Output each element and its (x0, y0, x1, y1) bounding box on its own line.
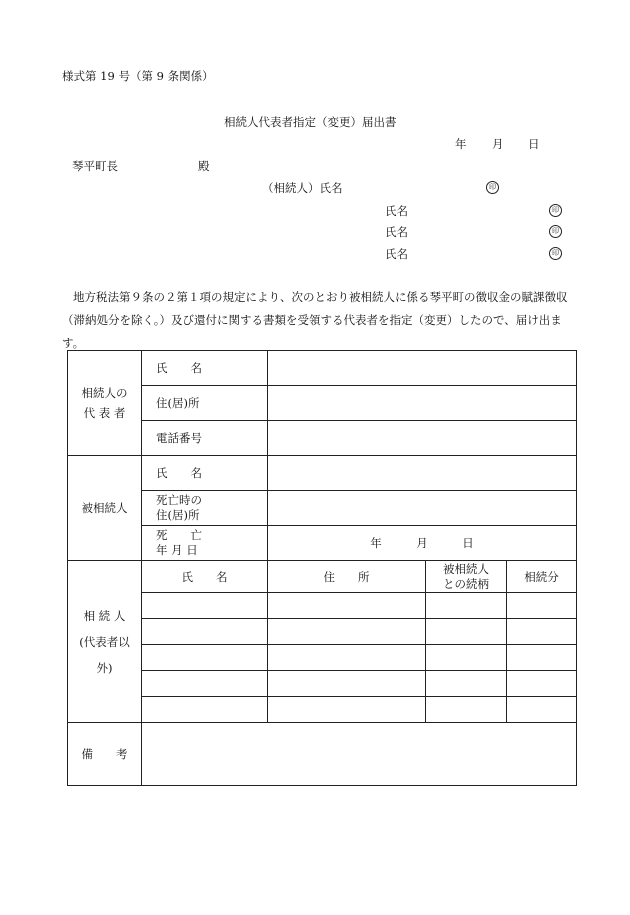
table-row (68, 697, 577, 723)
heir-name-cell[interactable] (142, 619, 268, 645)
seal-mark: 印 (549, 247, 562, 260)
heir-relation-cell[interactable] (426, 671, 507, 697)
rep-phone-field[interactable] (268, 421, 577, 456)
addressee: 琴平町長 (72, 159, 118, 173)
seal-mark: 印 (549, 204, 562, 217)
heir-share-cell[interactable] (507, 619, 577, 645)
rep-name-field[interactable] (268, 351, 577, 386)
document-title: 相続人代表者指定（変更）届出書 (224, 115, 397, 129)
heirs-col-relation: 被相続人 との続柄 (426, 561, 507, 593)
seal-mark: 印 (486, 181, 499, 194)
heir-name-cell[interactable] (142, 645, 268, 671)
name-label-3: 氏名 (385, 247, 408, 261)
dec-name-field[interactable] (268, 456, 577, 491)
rep-phone-label: 電話番号 (142, 421, 268, 456)
heir-share-cell[interactable] (507, 645, 577, 671)
heir-relation-cell[interactable] (426, 645, 507, 671)
heirs-col-name: 氏 名 (142, 561, 268, 593)
date-year-label: 年 (455, 137, 467, 151)
rep-address-field[interactable] (268, 386, 577, 421)
heir-address-cell[interactable] (268, 645, 426, 671)
seal-mark: 印 (549, 225, 562, 238)
name-label-1: 氏名 (385, 204, 408, 218)
form-table (67, 350, 577, 786)
dec-name-label: 氏 名 (142, 456, 268, 491)
honorific: 殿 (198, 159, 210, 173)
heir-relation-cell[interactable] (426, 619, 507, 645)
table-row (68, 671, 577, 697)
heir-address-cell[interactable] (268, 593, 426, 619)
rep-group-label: 相続人の 代 表 者 (68, 351, 142, 456)
dec-death-date-label: 死 亡 年 月 日 (142, 526, 268, 561)
heirs-col-share: 相続分 (507, 561, 577, 593)
table-row (68, 645, 577, 671)
heir-name-cell[interactable] (142, 697, 268, 723)
heir-share-cell[interactable] (507, 697, 577, 723)
applicant-name-label: （相続人）氏名 (262, 181, 343, 195)
dec-address-field[interactable] (268, 491, 577, 526)
date-month-label: 月 (492, 137, 504, 151)
remarks-field[interactable] (142, 723, 577, 786)
heir-address-cell[interactable] (268, 697, 426, 723)
table-row (68, 619, 577, 645)
heir-name-cell[interactable] (142, 671, 268, 697)
body-text: 地方税法第９条の２第１項の規定により、次のとおり被相続人に係る琴平町の徴収金の賦課徴収（滞納処分を除く。）及び還付に関する書類を受領する代表者を指定（変更）したので、届け出ます。 (62, 290, 568, 350)
rep-address-label: 住(居)所 (142, 386, 268, 421)
dec-address-label: 死亡時の 住(居)所 (142, 491, 268, 526)
rep-name-label: 氏 名 (142, 351, 268, 386)
heir-name-cell[interactable] (142, 593, 268, 619)
remarks-label: 備 考 (68, 723, 142, 786)
date-day-label: 日 (528, 137, 540, 151)
heir-share-cell[interactable] (507, 593, 577, 619)
form-number: 様式第 19 号（第 9 条関係） (62, 69, 214, 83)
heir-relation-cell[interactable] (426, 593, 507, 619)
table-row (68, 593, 577, 619)
dec-death-date-field[interactable]: 年 月 日 (268, 526, 577, 561)
heir-share-cell[interactable] (507, 671, 577, 697)
heirs-group-label: 相 続 人 (代表者以 外) (68, 561, 142, 723)
name-label-2: 氏名 (385, 225, 408, 239)
heir-address-cell[interactable] (268, 671, 426, 697)
deceased-group-label: 被相続人 (68, 456, 142, 561)
heirs-col-address: 住 所 (268, 561, 426, 593)
heir-address-cell[interactable] (268, 619, 426, 645)
heir-relation-cell[interactable] (426, 697, 507, 723)
